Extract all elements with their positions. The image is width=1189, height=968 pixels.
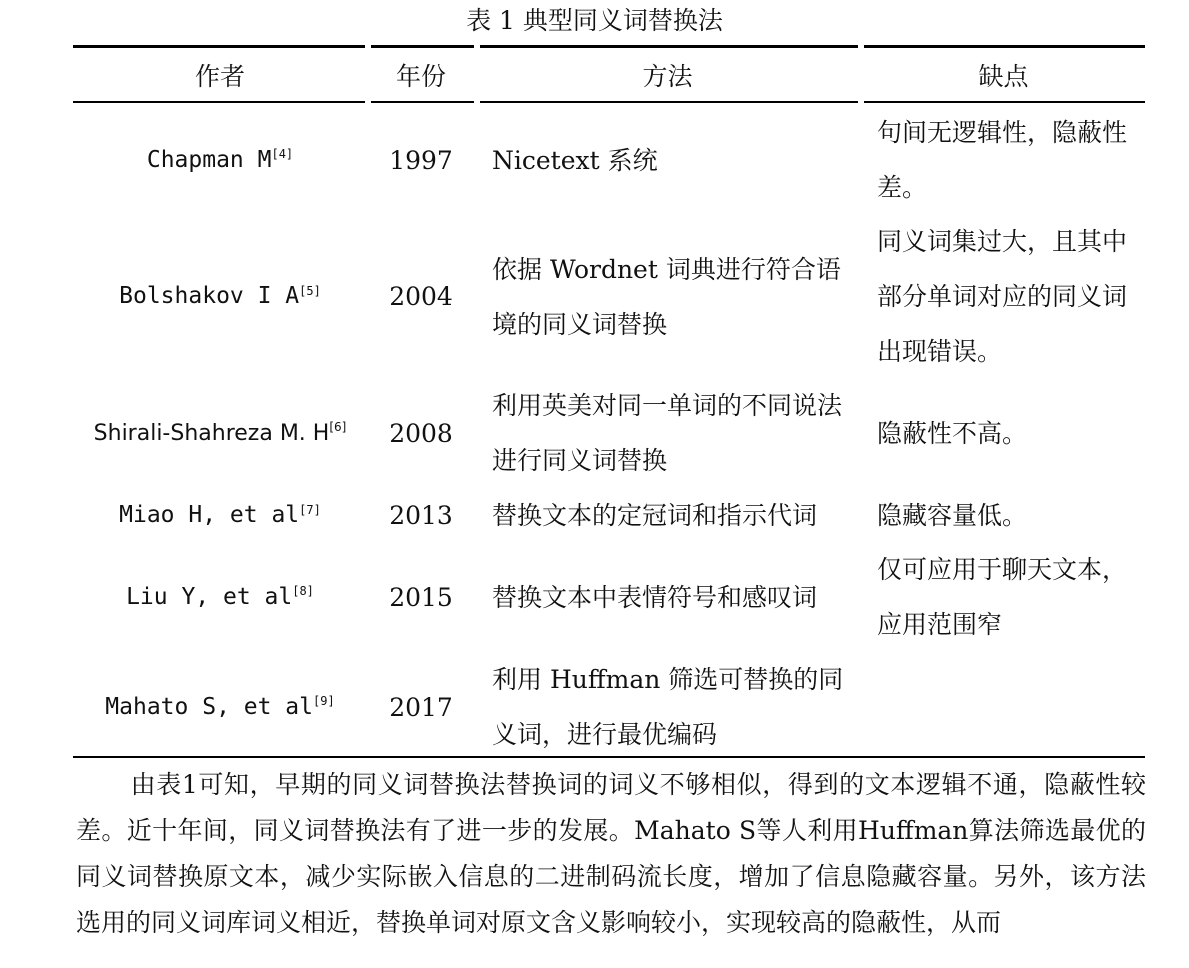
table-top-rule: [73, 45, 1145, 48]
cell-method: 替换文本的定冠词和指示代词: [492, 501, 818, 530]
cell-flaw: 句间无逻辑性，隐蔽性差。: [877, 118, 1128, 202]
table-header-rule: [73, 101, 1145, 103]
rule-gap: [858, 100, 864, 104]
cell-author: Liu Y, et al [8]: [75, 542, 365, 652]
cell-method: 利用 Huffman 筛选可替换的同义词，进行最优编码: [492, 665, 844, 749]
table-caption: 表 1 典型同义词替换法: [466, 6, 723, 35]
rule-gap: [858, 44, 864, 49]
rule-gap: [474, 44, 480, 49]
cell-method: Nicetext 系统: [492, 145, 658, 175]
cell-author: Mahato S, et al [9]: [75, 652, 365, 762]
header-year: 年份: [395, 62, 446, 91]
cell-author: Chapman M [4]: [75, 105, 365, 215]
cell-flaw: 同义词集过大，且其中部分单词对应的同义词出现错误。: [877, 227, 1128, 366]
author-name: Chapman M: [146, 146, 272, 173]
cell-method: 依据 Wordnet 词典进行符合语境的同义词替换: [492, 254, 841, 339]
cell-year: 2004: [389, 282, 453, 311]
cell-method: 替换文本中表情符号和感叹词: [492, 582, 818, 612]
cell-flaw: [877, 652, 1139, 762]
header-method: 方法: [642, 62, 693, 91]
cell-year: 2008: [389, 418, 453, 448]
cell-year: 2017: [389, 692, 453, 722]
cell-year: 2013: [389, 501, 453, 530]
rule-gap: [365, 100, 371, 104]
cell-author: Bolshakov I A [5]: [75, 214, 365, 379]
header-flaw: 缺点: [978, 62, 1029, 91]
rule-gap: [474, 100, 480, 104]
paragraph-text: 由表1可知，早期的同义词替换法替换词的词义不够相似，得到的文本逻辑不通，隐蔽性较差。近十年间，同义词替换法有了进一步的发展。Mahato S等人利用Huffman算法筛选最优的同义词替换原文本，减少实际嵌入信息的二进制码流长度，增加了信息隐藏容量。另外，该方法选用的同义词库词义相近，替换单词对原文含义影响较小，实现较高的隐蔽性，从而: [76, 770, 1146, 937]
cell-flaw: 隐藏容量低。: [877, 501, 1028, 530]
cell-year: 2015: [389, 582, 453, 612]
rule-gap: [365, 44, 371, 49]
cell-method: 利用英美对同一单词的不同说法进行同义词替换: [492, 391, 843, 475]
cell-flaw: 仅可应用于聊天文本，应用范围窄: [877, 555, 1128, 639]
author-name: Bolshakov I A: [119, 283, 300, 309]
author-name: Miao H, et al: [119, 502, 300, 528]
header-author: 作者: [194, 62, 245, 91]
cell-year: 1997: [389, 145, 453, 175]
author-name: Shirali-Shahreza M. H: [93, 420, 330, 446]
body-paragraph: [76, 762, 1146, 946]
table-bottom-rule: [73, 756, 1145, 758]
cell-author: Shirali-Shahreza M. H [6]: [75, 378, 365, 488]
cell-flaw: 隐蔽性不高。: [877, 418, 1028, 448]
cell-author: Miao H, et al [7]: [75, 488, 365, 543]
author-name: Mahato S, et al: [105, 693, 314, 720]
author-name: Liu Y, et al: [126, 583, 293, 610]
